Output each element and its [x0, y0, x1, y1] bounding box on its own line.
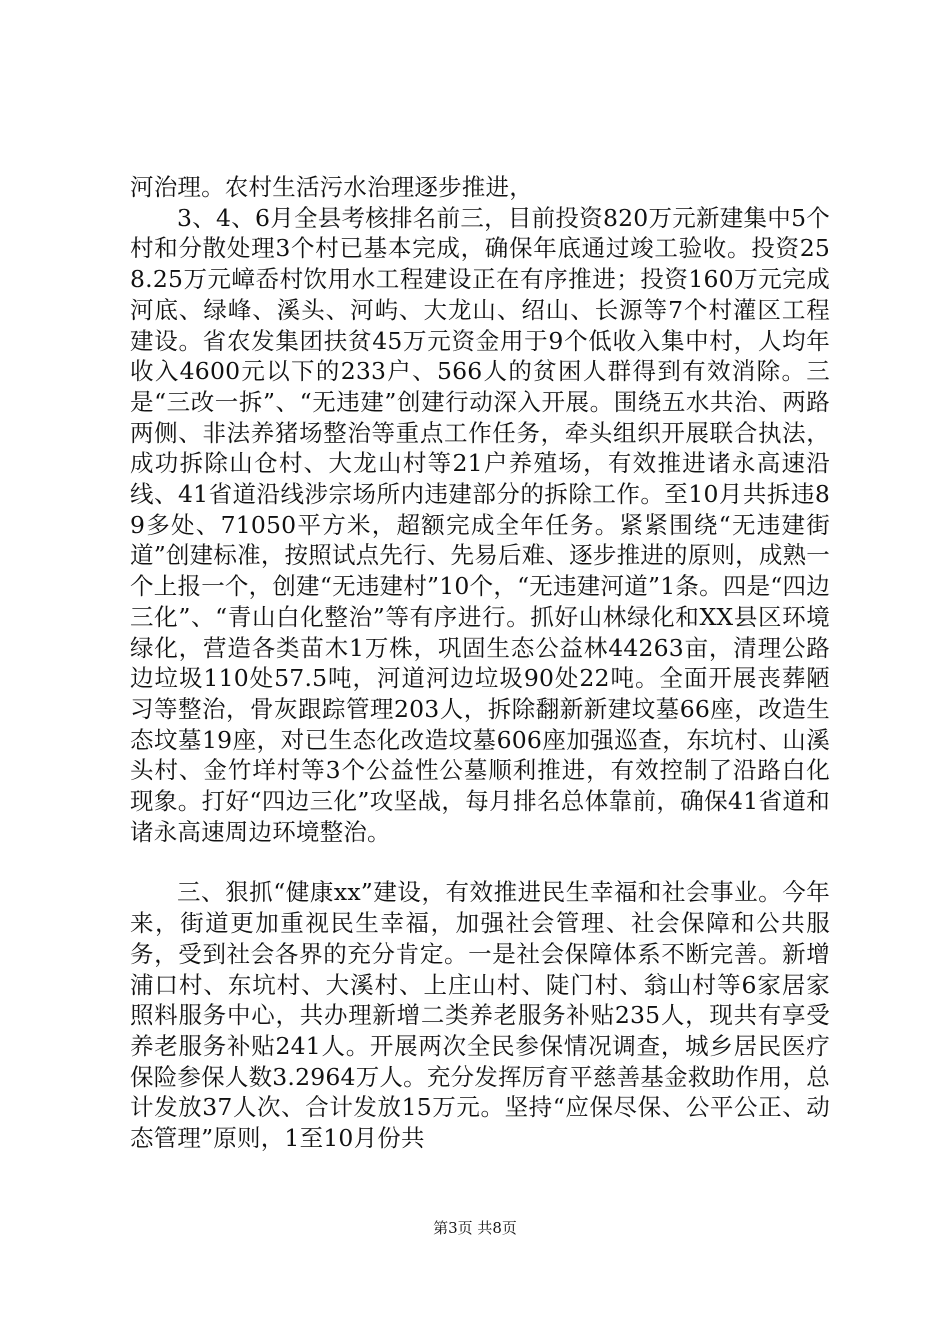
paragraph-section-three: 三、狠抓“健康xx”建设，有效推进民生幸福和社会事业。今年来，街道更加重视民生幸福，加强社会管理、社会保障和公共服务，受到社会各界的充分肯定。一是社会保障体系不断完善。新增浦口村、东坑村、大溪村、上庄山村、陡门村、翁山村等6家居家照料服务中心，共办理新增二类养老服务补贴235人，现共有享受养老服务补贴241人。开展两次全民参保情况调查，城乡居民医疗保险参保人数3.2964万人。充分发挥厉育平慈善基金救助作用，总计发放37人次、合计发放15万元。坚持“应保尽保、公平公正、动态管理”原则，1至10月份共: [130, 878, 830, 1153]
document-body: [130, 172, 830, 1154]
paragraph-environment: 3、4、6月全县考核排名前三，目前投资820万元新建集中5个村和分散处理3个村已基本完成，确保年底通过竣工验收。投资258.25万元嶂岙村饮用水工程建设正在有序推进；投资160万元完成河底、绿峰、溪头、河屿、大龙山、绍山、长源等7个村灌区工程建设。省农发集团扶贫45万元资金用于9个低收入集中村，人均年收入4600元以下的233户、566人的贫困人群得到有效消除。三是“三改一拆”、“无违建”创建行动深入开展。围绕五水共治、两路两侧、非法养猪场整治等重点工作任务，牵头组织开展联合执法，成功拆除山仓村、大龙山村等21户养殖场，有效推进诸永高速沿线、41省道沿线涉宗场所内违建部分的拆除工作。至10月共拆违89多处、71050平方米，超额完成全年任务。紧紧围绕“无违建街道”创建标准，按照试点先行、先易后难、逐步推进的原则，成熟一个上报一个，创建“无违建村”10个，“无违建河道”1条。四是“四边三化”、“青山白化整治”等有序进行。抓好山林绿化和XX县区环境绿化，营造各类苗木1万株，巩固生态公益林44263亩，清理公路边垃圾110处57.5吨，河道河边垃圾90处22吨。全面开展丧葬陋习等整治，骨灰跟踪管理203人，拆除翻新新建坟墓66座，改造生态坟墓19座，对已生态化改造坟墓606座加强巡查，东坑村、山溪头村、金竹垟村等3个公益性公墓顺利推进，有效控制了沿路白化现象。打好“四边三化”攻坚战，每月排名总体靠前，确保41省道和诸永高速周边环境整治。: [130, 203, 830, 846]
paragraph-continuation: 河治理。农村生活污水治理逐步推进，: [130, 173, 533, 201]
page-footer: 第3页 共8页: [433, 1219, 517, 1237]
